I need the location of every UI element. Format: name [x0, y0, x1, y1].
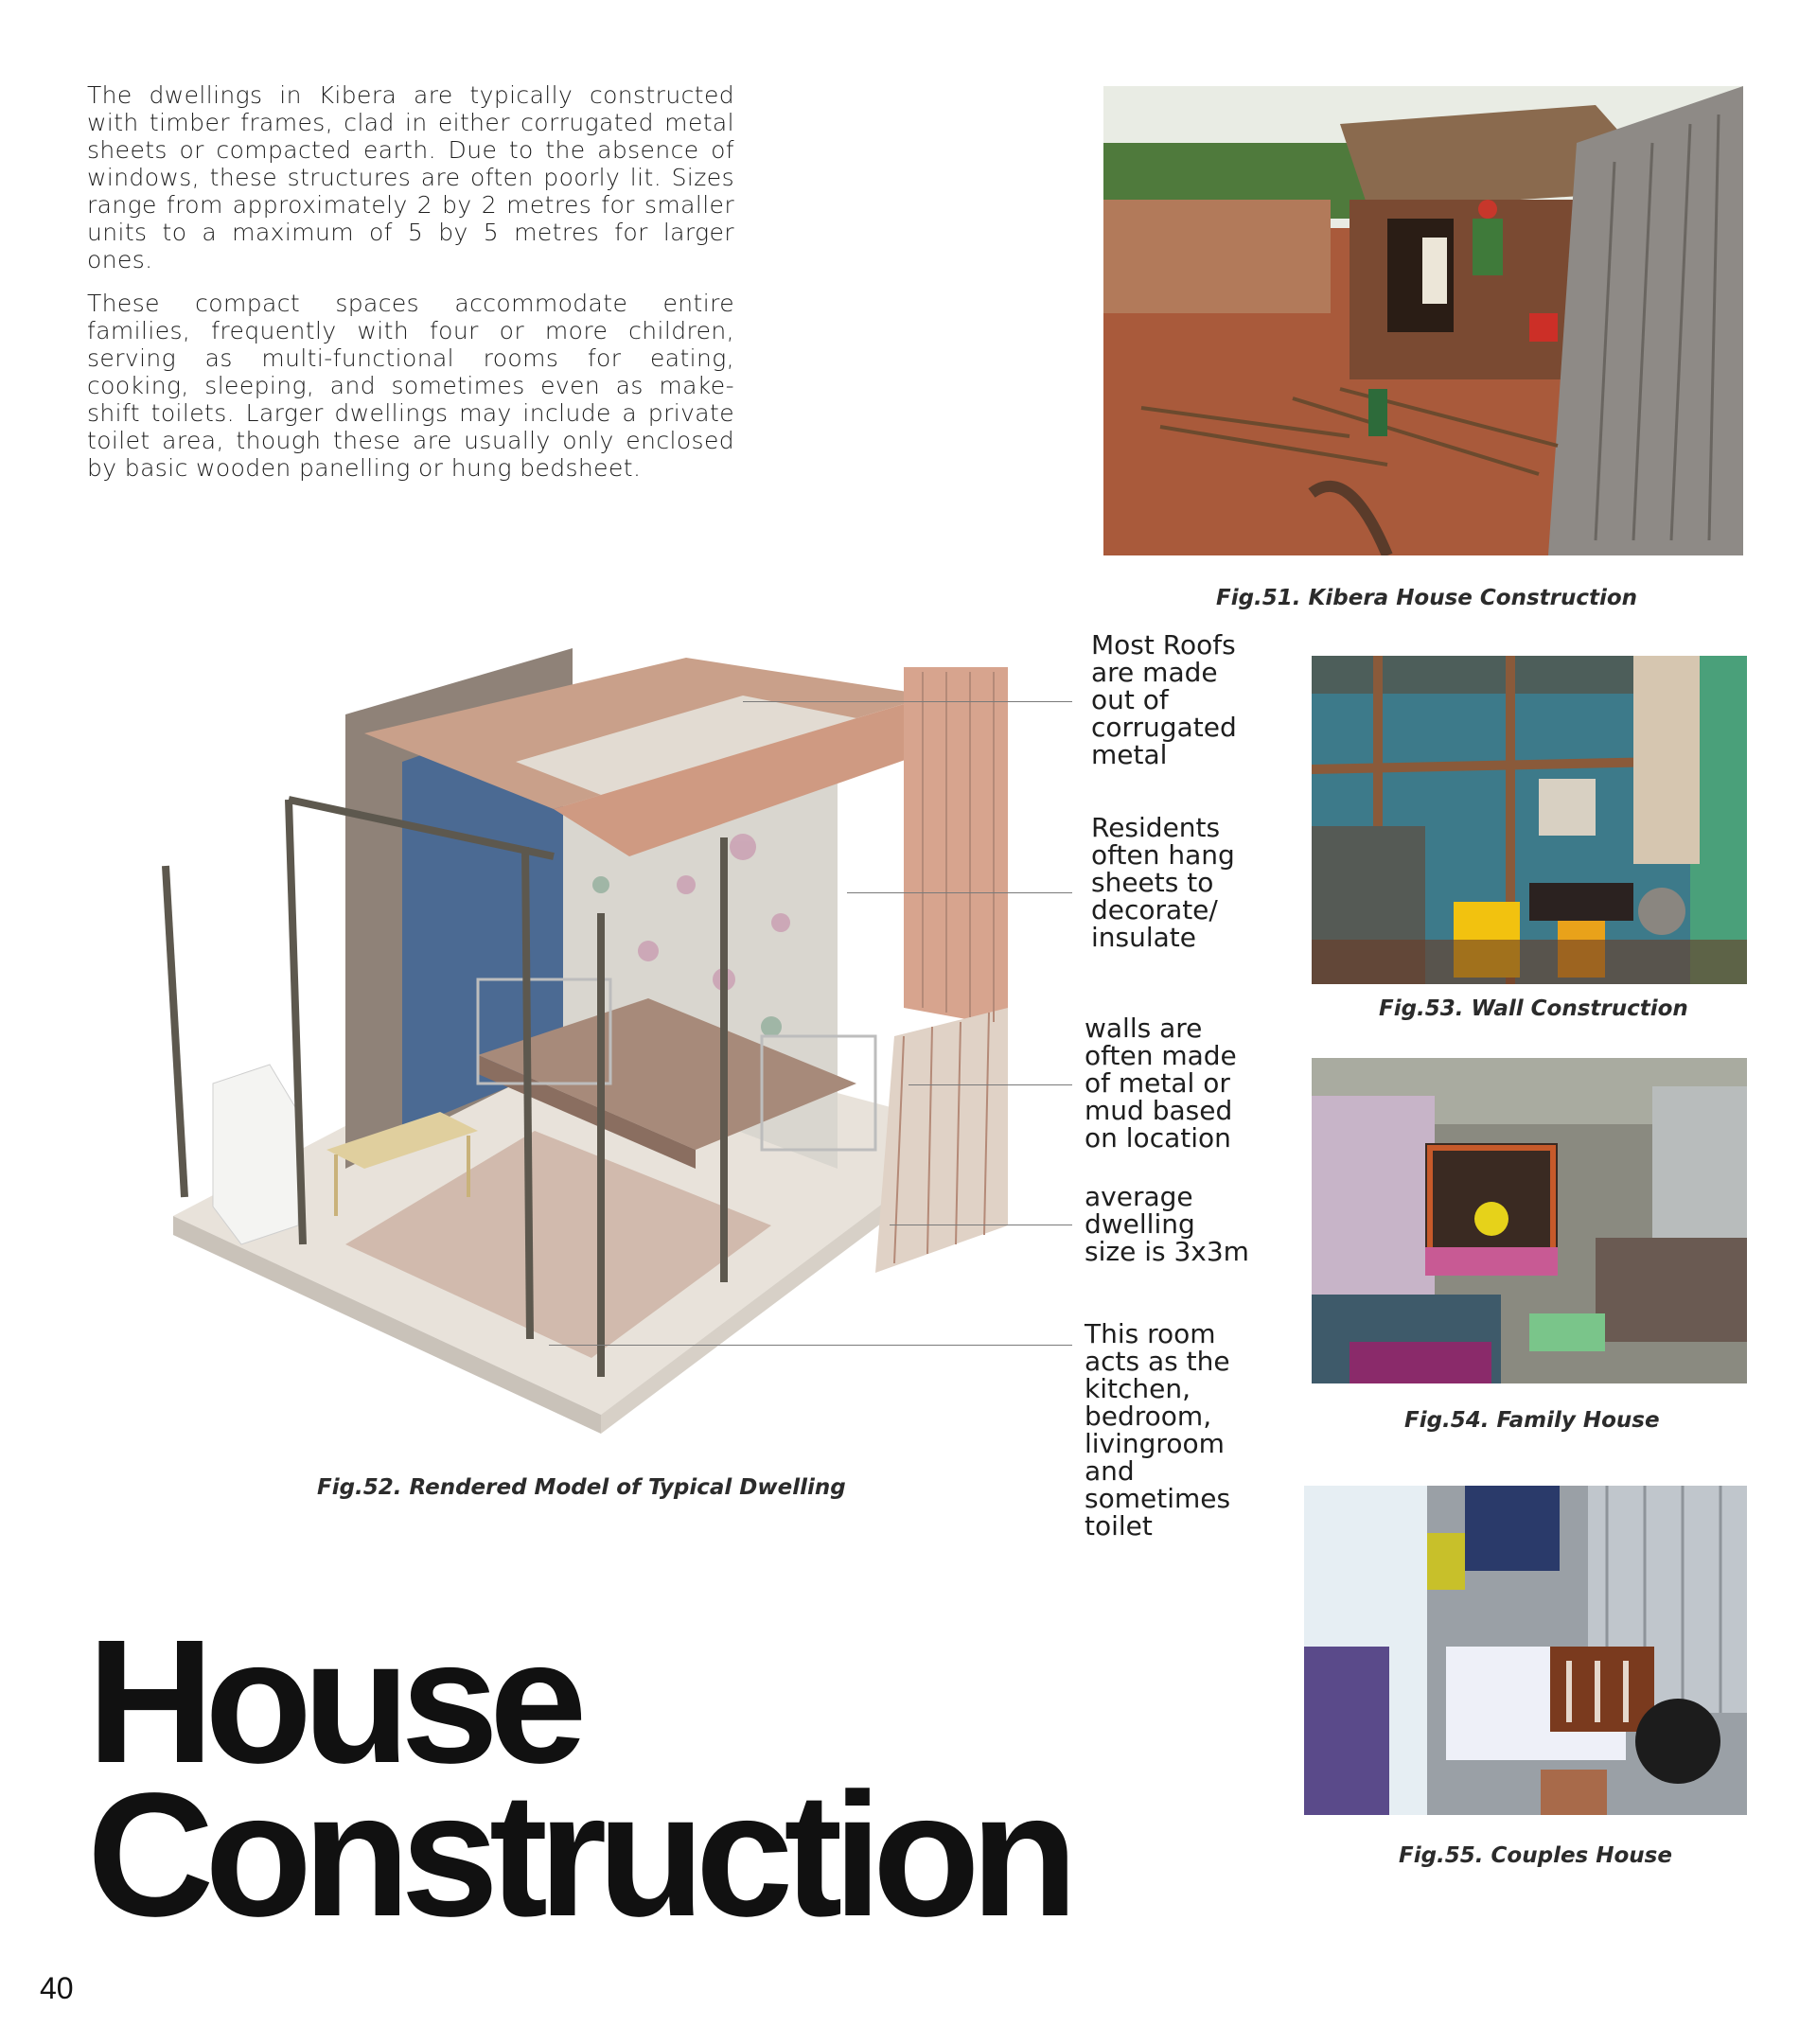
- photo-kibera-house-construction: [1103, 86, 1743, 555]
- leader-line-walls: [908, 1084, 1072, 1085]
- fig55-caption: Fig.55. Couples House: [1399, 1843, 1672, 1868]
- fig52-caption: Fig.52. Rendered Model of Typical Dwelling: [317, 1475, 846, 1500]
- photo-wall-construction: [1312, 656, 1747, 984]
- page-title: [87, 1604, 1069, 1953]
- page-number: 40: [40, 1971, 74, 2005]
- annotation-sheets: Residents often hang sheets to decorate/ insulate: [1091, 812, 1235, 953]
- annotation-size: average dwelling size is 3x3m: [1085, 1181, 1249, 1267]
- fig51-caption: Fig.51. Kibera House Construction: [1216, 586, 1638, 610]
- fig54-caption: Fig.54. Family House: [1404, 1408, 1660, 1433]
- leader-line-room: [549, 1345, 1072, 1346]
- photo-couples-house: [1304, 1486, 1747, 1815]
- fig53-caption: Fig.53. Wall Construction: [1379, 996, 1688, 1021]
- rendered-dwelling-model: [156, 639, 1036, 1434]
- annotation-room: This room acts as the kitchen, bedroom, livingroom and sometimes toilet: [1085, 1318, 1231, 1542]
- intro-paragraph-2: These compact spaces accommodate entire families, frequently with four or more children, serving as multi-functional rooms for eating, cooking, sleeping, and sometimes even as make-shift toilets. Larger dwellings may include a private toilet area, though these are usually only enclosed by basic wooden panelling or hung bedsheet.: [87, 290, 734, 482]
- page-title-line-1: House: [87, 1604, 578, 1800]
- page-title-line-2: Construction: [87, 1757, 1069, 1953]
- annotation-walls: walls are often made of metal or mud based on location: [1085, 1013, 1237, 1154]
- annotation-roofs: Most Roofs are made out of corrugated metal: [1091, 629, 1237, 770]
- intro-text: [87, 81, 734, 498]
- intro-paragraph-1: The dwellings in Kibera are typically constructed with timber frames, clad in either corrugated metal sheets or compacted earth. Due to the absence of windows, these structures are often poorly lit. Sizes range from approximately 2 by 2 metres for smaller units to a maximum of 5 by 5 metres for larger ones.: [87, 81, 734, 273]
- leader-line-sheets: [847, 892, 1072, 893]
- leader-line-roofs: [743, 701, 1072, 702]
- photo-family-house: [1312, 1058, 1747, 1383]
